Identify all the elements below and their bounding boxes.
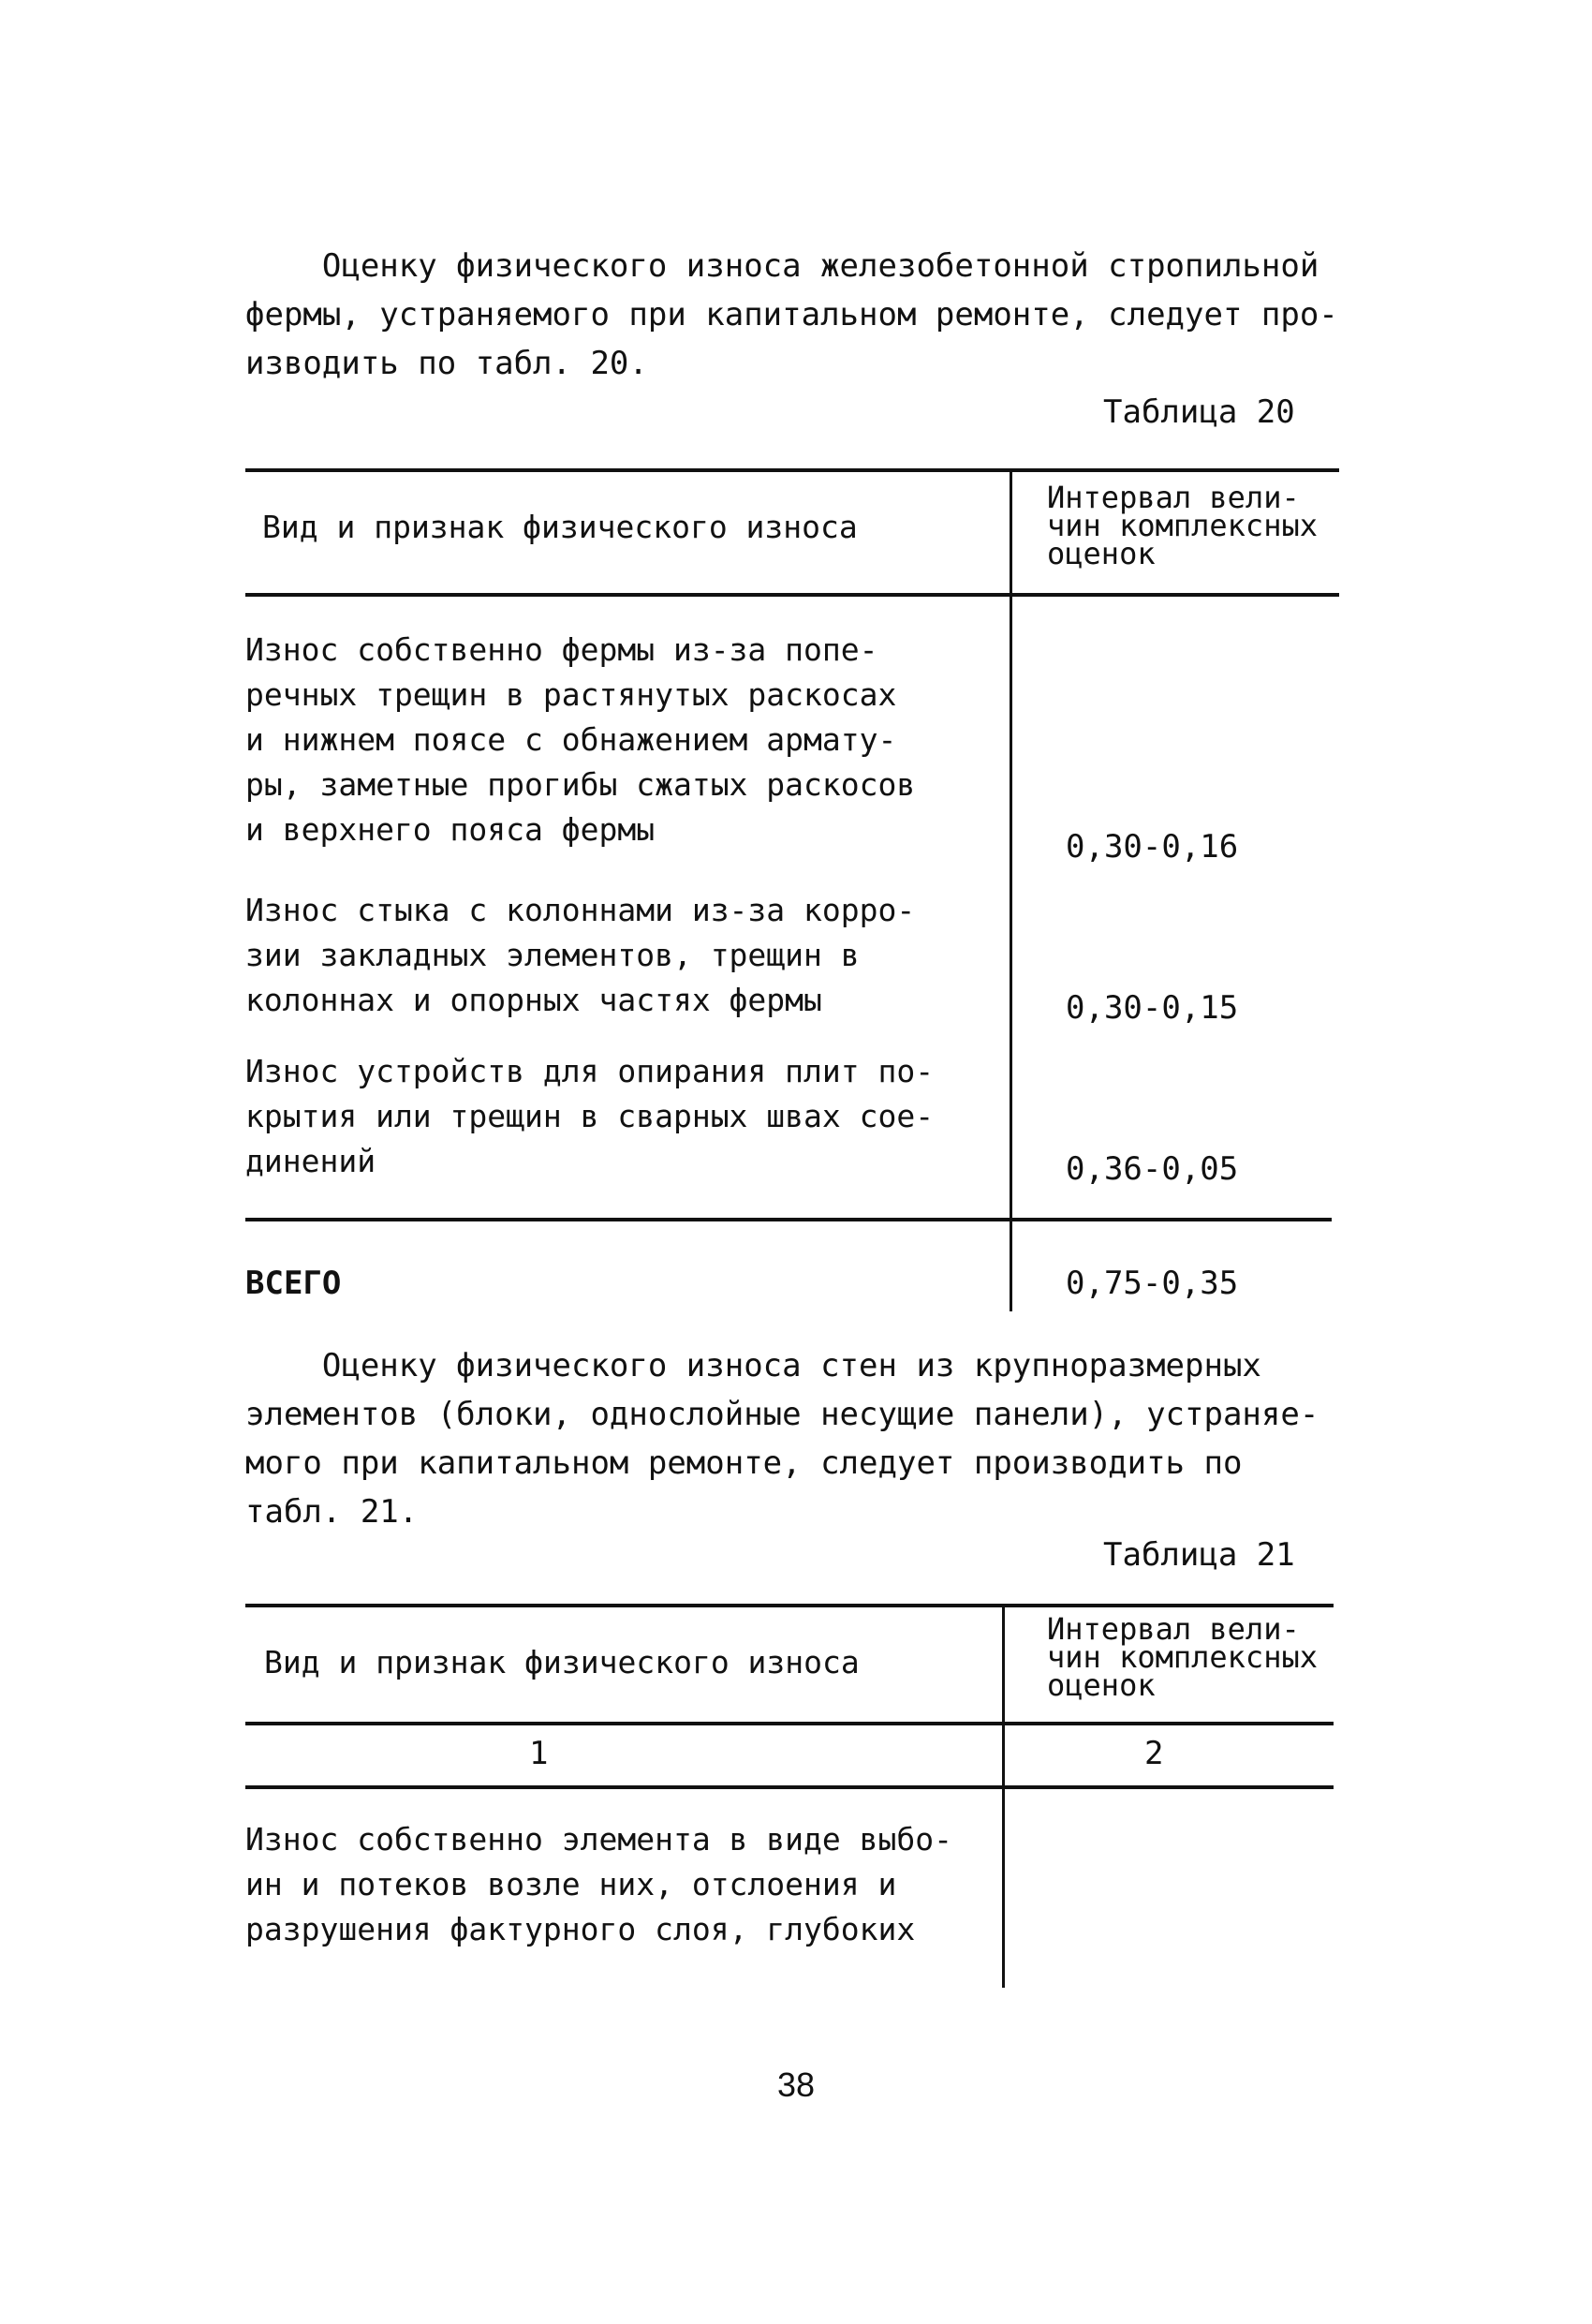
- table-21-column-divider: [1002, 1604, 1005, 1988]
- table-20-total-rule: [245, 1218, 1332, 1221]
- text-line: изводить по табл. 20.: [245, 345, 648, 382]
- paragraph-2: [245, 1341, 1322, 1536]
- table-20-header-rule: [245, 593, 1339, 597]
- table-20-row-3-text: Износ устройств для опирания плит по- крытия или трещин в сварных швах сое- динений: [245, 1053, 935, 1179]
- table-21-caption: Таблица 21: [1103, 1536, 1295, 1574]
- text-line: Оценку физического износа железобетонной стропильной: [245, 247, 1319, 285]
- paragraph-1: [245, 242, 1338, 388]
- table-20-row-3-value: 0,36-0,05: [1066, 1150, 1239, 1188]
- table-20-total-label: ВСЕГО: [245, 1265, 342, 1302]
- table-20-header-col1: Вид и признак физического износа: [262, 509, 858, 545]
- text-line: Оценку физического износа стен из крупноразмерных: [245, 1347, 1261, 1384]
- table-21-row-1-text: Износ собственно элемента в виде выбо- ин и потеков возле них, отслоения и разрушения фактурного слоя, глубоких: [245, 1821, 952, 1947]
- table-21-top-rule: [245, 1604, 1334, 1607]
- table-20-header-col2: Интервал вели- чин комплексных оценок: [1047, 480, 1318, 571]
- table-21-col-number-1: 1: [529, 1735, 549, 1772]
- table-21-header-rule: [245, 1722, 1334, 1725]
- table-20-caption: Таблица 20: [1103, 393, 1295, 431]
- table-20-row-2-text: Износ стыка с колоннами из-за корро- зии закладных элементов, трещин в колоннах и опорных частях фермы: [245, 892, 916, 1018]
- text-line: фермы, устраняемого при капитальном ремонте, следует про-: [245, 296, 1338, 333]
- table-20-total-value: 0,75-0,35: [1066, 1265, 1239, 1302]
- table-21-number-rule: [245, 1785, 1334, 1789]
- page-number: 38: [776, 2065, 816, 2104]
- table-21-header-col1: Вид и признак физического износа: [264, 1644, 860, 1680]
- table-20-row-1-text: Износ собственно фермы из-за попе- речных трещин в растянутых раскосах и нижнем поясе с обнажением армату- ры, заметные прогибы сжатых раскосов и верхнего пояса фермы: [245, 631, 916, 848]
- table-20-row-1-value: 0,30-0,16: [1066, 828, 1239, 866]
- table-20-top-rule: [245, 468, 1339, 472]
- text-line: мого при капитальном ремонте, следует производить по: [245, 1444, 1243, 1482]
- table-21-header-col2: Интервал вели- чин комплексных оценок: [1047, 1611, 1318, 1703]
- text-line: табл. 21.: [245, 1493, 419, 1531]
- table-20-row-2-value: 0,30-0,15: [1066, 989, 1239, 1027]
- table-21-col-number-2: 2: [1144, 1735, 1164, 1772]
- text-line: элементов (блоки, однослойные несущие панели), устраняе-: [245, 1396, 1319, 1433]
